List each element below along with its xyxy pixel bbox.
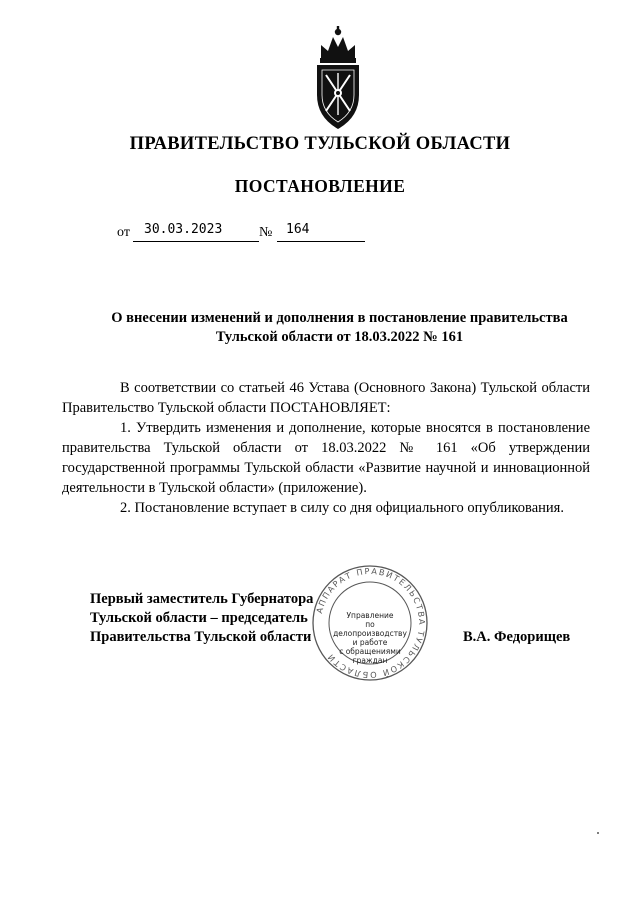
document-subject (62, 309, 617, 347)
organization-title: ПРАВИТЕЛЬСТВО ТУЛЬСКОЙ ОБЛАСТИ (129, 134, 511, 154)
stamp-center-line-3: и работе (352, 638, 388, 647)
subject-line-2: Тульской области от 18.03.2022 № 161 (215, 329, 464, 345)
date-value: 30.03.2023 (144, 222, 223, 237)
item-1-paragraph: 1. Утвердить изменения и дополнение, которые вносятся в постановление правительства Тульской области от 18.03.2022 № 161 «Об утверждении государственной программы Тульской области «Развитие научной и инновационной деятельности в Тульской области» (приложение). (62, 420, 590, 496)
signer-position-line-3: Правительства Тульской области (90, 629, 312, 645)
document-type: ПОСТАНОВЛЕНИЕ (234, 176, 406, 196)
number-value: 164 (286, 222, 310, 237)
stamp-center-line-5: граждан (352, 656, 388, 665)
document-body (62, 378, 590, 518)
tula-coat-of-arms-icon (311, 25, 365, 135)
stamp-ring-text: АППАРАТ ПРАВИТЕЛЬСТВА ТУЛЬСКОЙ ОБЛАСТИ (313, 565, 428, 681)
number-label: № (259, 225, 273, 240)
signer-position (90, 590, 313, 647)
date-label: от (117, 225, 130, 240)
signer-name: В.А. Федорищев (463, 629, 571, 645)
scan-speck (597, 832, 599, 834)
signer-position-line-1: Первый заместитель Губернатора (90, 591, 314, 607)
stamp-center-line-1: Управление (346, 611, 394, 620)
subject-line-1: О внесении изменений и дополнения в постановление правительства (111, 310, 568, 326)
item-2-paragraph: 2. Постановление вступает в силу со дня официального опубликования. (120, 500, 564, 516)
stamp-center-line-2: по делопроизводству (333, 620, 407, 638)
date-underline (133, 241, 259, 242)
number-underline (277, 241, 365, 242)
signer-position-line-2: Тульской области – председатель (90, 610, 308, 626)
preamble-paragraph: В соответствии со статьей 46 Устава (Основного Закона) Тульской области Правительство Тульской области ПОСТАНОВЛЯЕТ: (62, 380, 590, 416)
stamp-center-text (330, 611, 410, 665)
stamp-center-line-4: с обращениями (339, 647, 401, 656)
